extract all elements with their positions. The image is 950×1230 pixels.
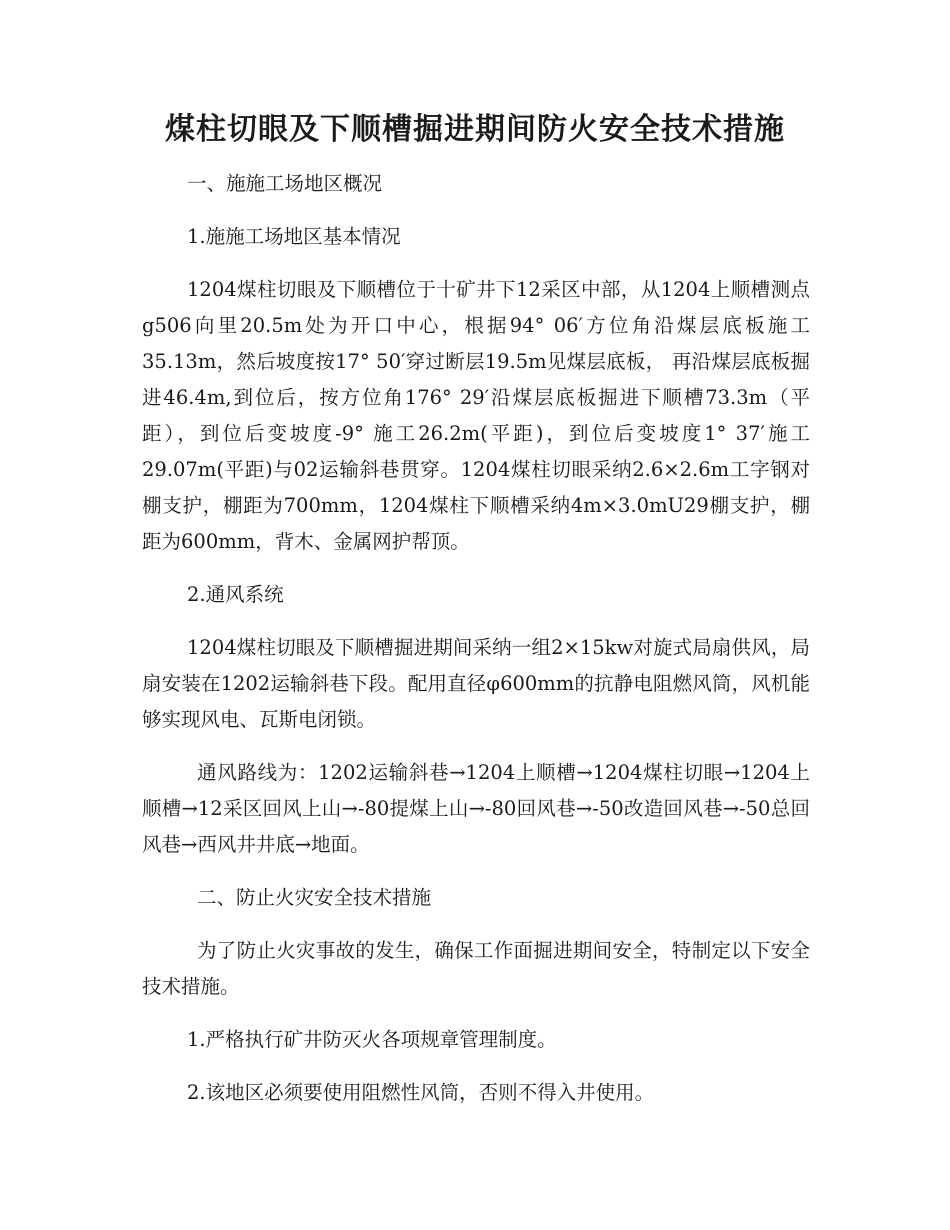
paragraph-ventilation-route: 通风路线为：1202运输斜巷→1204上顺槽→1204煤柱切眼→1204上顺槽→12采区回风上山→-80提煤上山→-80回风巷→-50改造回风巷→-50总回风巷→西风井井底→地面。 <box>142 761 810 856</box>
subsection-heading-ventilation: 2.通风系统 <box>187 583 284 606</box>
paragraph-fire-prevention-intro: 为了防止火灾事故的发生，确保工作面掘进期间安全，特制定以下安全技术措施。 <box>142 939 810 998</box>
document-body <box>142 166 810 1128</box>
paragraph-ventilation: 1204煤柱切眼及下顺槽掘进期间采纳一组2×15kw对旋式局扇供风，局扇安装在1202运输斜巷下段。配用直径φ600mm的抗静电阻燃风筒，风机能够实现风电、瓦斯电闭锁。 <box>142 636 810 731</box>
paragraph-basic-info: 1204煤柱切眼及下顺槽位于十矿井下12采区中部，从1204上顺槽测点g506向里20.5m处为开口中心，根据94° 06′方位角沿煤层底板施工35.13m，然后坡度按17° 50′穿过断层19.5m见煤层底板， 再沿煤层底板掘进46.4m,到位后，按方位角176° 29′沿煤层底板掘进下顺槽73.3m（平距），到位后变坡度-9° 施工26.2m(平距)，到位后变坡度1° 37′施工29.07m(平距)与02运输斜巷贯穿。1204煤柱切眼采纳2.6×2.6m工字钢对棚支护，棚距为700mm，1204煤柱下顺槽采纳4m×3.0mU29棚支护，棚距为600mm，背木、金属网护帮顶。 <box>142 278 810 553</box>
section-heading-fire-prevention: 二、防止火灾安全技术措施 <box>197 886 432 909</box>
list-item-2: 2.该地区必须要使用阻燃性风筒，否则不得入井使用。 <box>187 1081 655 1104</box>
list-item-1: 1.严格执行矿井防灭火各项规章管理制度。 <box>187 1028 557 1051</box>
subsection-heading-basic-info: 1.施施工场地区基本情况 <box>187 225 401 248</box>
document-title: 煤柱切眼及下顺槽掘进期间防火安全技术措施 <box>165 112 785 147</box>
section-heading-overview: 一、施施工场地区概况 <box>187 172 383 195</box>
